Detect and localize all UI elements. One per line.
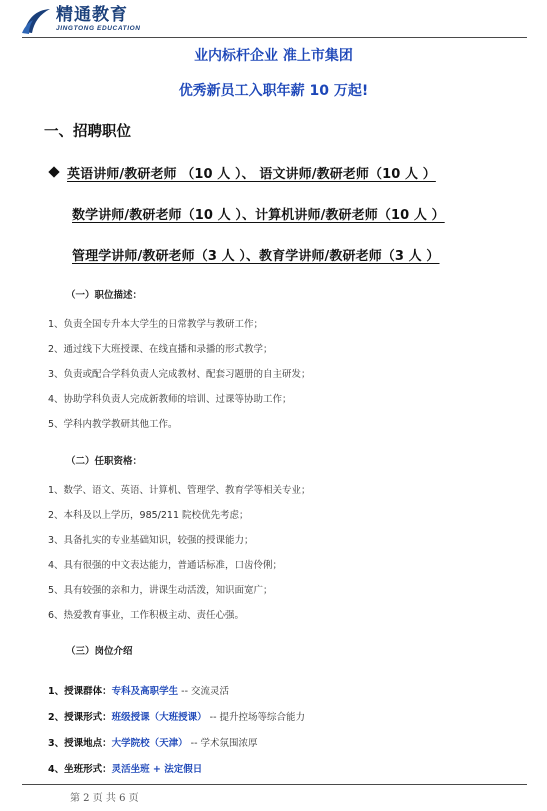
logo-english-name: JINGTONG EDUCATION [56, 25, 141, 32]
logo-chinese-name: 精通教育 [56, 5, 128, 25]
list-item: 6、热爱教育事业，工作积极主动、责任心强。 [48, 610, 245, 621]
intro-key: 2、授课形式： [48, 712, 112, 723]
section-heading-positions: 一、招聘职位 [44, 124, 131, 140]
list-item: 1、负责全国专升本大学生的日常教学与教研工作； [48, 319, 264, 330]
position-line: 数学讲师/教研老师（10 人 ）、计算机讲师/教研老师（10 人 ） [72, 208, 445, 223]
intro-key: 3、授课地点： [48, 738, 112, 749]
list-item: 4、具有很强的中文表达能力，普通话标准，口齿伶俐； [48, 560, 283, 571]
intro-list [48, 679, 305, 783]
list-item: 2、通过线下大班授课、在线直播和录播的形式教学； [48, 344, 273, 355]
position-line: 管理学讲师/教研老师（3 人 ）、教育学讲师/教研老师（3 人 ） [72, 249, 440, 264]
list-item: 3、具备扎实的专业基础知识，较强的授课能力； [48, 535, 254, 546]
intro-item [48, 679, 305, 705]
footer-divider [22, 784, 527, 785]
intro-item [48, 705, 305, 731]
subheading-duties: （一）职位描述： [66, 290, 143, 301]
headline-title: 业内标杆企业 准上市集团 [194, 48, 353, 64]
salary-title: 优秀新员工入职年薪 10 万起! [178, 83, 369, 99]
list-item: 2、本科及以上学历，985/211 院校优先考虑； [48, 510, 249, 521]
intro-note: -- 提升控场等综合能力 [206, 712, 306, 723]
intro-key: 1、授课群体： [48, 686, 112, 697]
list-item: 4、协助学科负责人完成新教师的培训、过课等协助工作； [48, 394, 292, 405]
intro-key: 4、坐班形式： [48, 764, 112, 775]
list-item: 5、具有较强的亲和力，讲课生动活泼，知识面宽广； [48, 585, 273, 596]
intro-item [48, 731, 305, 757]
header-divider [22, 37, 527, 38]
duties-list [48, 312, 311, 437]
position-text: 英语讲师/教研老师 （10 人 ）、 语文讲师/教研老师（10 人 ） [67, 167, 436, 182]
page-number: 第 2 页 共 6 页 [70, 793, 139, 804]
logo-swoosh-icon [20, 6, 52, 36]
list-item: 5、学科内教学教研其他工作。 [48, 419, 178, 430]
diamond-bullet-icon [48, 166, 59, 177]
intro-value: 专科及高职学生 [111, 686, 179, 697]
intro-item [48, 757, 305, 783]
subheading-intro: （三）岗位介绍 [66, 646, 133, 657]
intro-value: 班级授课（大班授课） [111, 712, 207, 723]
intro-value: 灵活坐班 + 法定假日 [111, 764, 203, 775]
intro-note: -- 交流灵活 [178, 686, 230, 697]
intro-value: 大学院校（天津） [111, 738, 188, 749]
position-line [50, 163, 436, 182]
company-logo [20, 6, 141, 36]
intro-note: -- 学术氛围浓厚 [187, 738, 258, 749]
subheading-requirements: （二）任职资格： [66, 456, 143, 467]
list-item: 1、数学、语文、英语、计算机、管理学、教育学等相关专业； [48, 485, 311, 496]
requirements-list [48, 478, 311, 628]
list-item: 3、负责或配合学科负责人完成教材、配套习题册的自主研发； [48, 369, 311, 380]
